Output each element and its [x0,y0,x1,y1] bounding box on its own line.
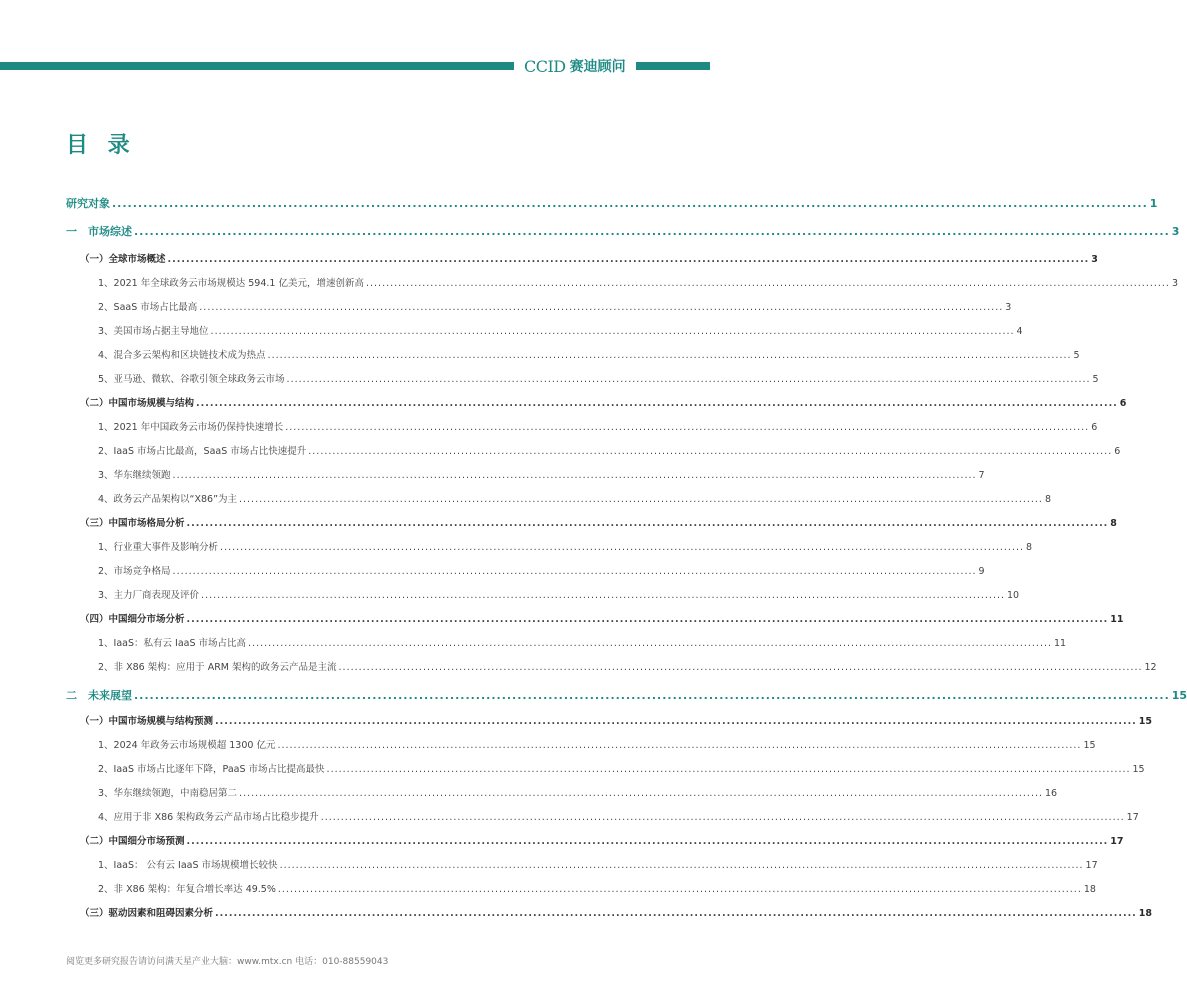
toc-entry-label: 2、市场竞争格局 [98,566,171,577]
toc-page-number: 17 [1126,812,1139,823]
toc-page-number: 10 [1007,590,1020,601]
toc-page-number: 3 [1171,278,1178,289]
toc-page-number: 3 [1171,225,1180,238]
dot-leader [278,884,1082,894]
toc-page-number: 5 [1073,350,1080,361]
toc-page-number: 15 [1138,716,1153,727]
toc-entry-label: （二）中国市场规模与结构 [80,398,195,409]
toc-page-number: 15 [1132,764,1145,775]
toc-entry-label: 2、SaaS 市场占比最高 [98,302,198,313]
toc-page-number: 18 [1083,884,1096,895]
toc-page-number: 12 [1144,662,1157,673]
toc-entry-label: 1、2021 年全球政务云市场规模达 594.1 亿美元，增速创新高 [98,278,364,289]
dot-leader [239,788,1043,798]
dot-leader [321,812,1125,822]
toc-section[interactable] [80,713,1153,727]
header-band-right [636,62,710,70]
toc-entry-label: 1、行业重大事件及影响分析 [98,542,219,553]
toc-subsection[interactable] [98,761,1145,775]
toc-subsection[interactable] [98,587,1020,601]
toc-section[interactable] [80,395,1127,409]
dot-leader [280,860,1084,870]
header-band [0,62,514,70]
toc-title: 目 录 [66,133,136,158]
toc-chapter[interactable] [66,687,1187,703]
toc-entry-label: 3、华东继续领跑，中南稳居第二 [98,788,238,799]
toc-subsection[interactable] [98,443,1121,457]
ccid-logo-mark: CCID [524,56,566,76]
toc-subsection[interactable] [98,785,1058,799]
toc-subsection[interactable] [98,347,1080,361]
toc-entry-label: 3、华东继续领跑 [98,470,171,481]
dot-leader [220,542,1024,552]
toc-entry-label: （三）中国市场格局分析 [80,518,185,529]
toc-page-number: 11 [1054,638,1067,649]
toc-section[interactable] [80,833,1124,847]
toc-entry-label: 2、IaaS 市场占比最高，SaaS 市场占比快速提升 [98,446,307,457]
toc-subsection[interactable] [98,809,1139,823]
dot-leader [239,494,1043,504]
dot-leader [211,326,1015,336]
toc-entry-label: （三）驱动因素和阻碍因素分析 [80,908,214,919]
toc-entry-label: 2、IaaS 市场占比逐年下降，PaaS 市场占比提高最快 [98,764,325,775]
toc-page-number: 18 [1138,908,1153,919]
toc-subsection[interactable] [98,371,1099,385]
dot-leader [287,374,1091,384]
toc-page-number: 7 [978,470,985,481]
footer-contact: 阅览更多研究报告请访问满天星产业大脑：www.mtx.cn 电话：010-88559043 [66,957,389,967]
toc-entry-label: 2、非 X86 架构：应用于 ARM 架构的政务云产品是主流 [98,662,337,673]
dot-leader [339,662,1143,672]
toc-page-number: 4 [1016,326,1023,337]
dot-leader [268,350,1072,360]
toc-subsection[interactable] [98,323,1023,337]
dot-leader [173,470,977,480]
dot-leader [248,638,1052,648]
toc-entry-label: 二 未来展望 [66,689,132,702]
toc-subsection[interactable] [98,881,1096,895]
brand-logo [524,56,626,76]
toc-page-number: 8 [1110,518,1117,529]
toc-subsection[interactable] [98,659,1157,673]
dot-leader [112,197,1148,208]
toc-entry-label: （四）中国细分市场分析 [80,614,185,625]
toc-subsection[interactable] [98,491,1051,505]
toc-entry-label: 3、美国市场占据主导地位 [98,326,209,337]
dot-leader [134,689,1170,700]
ccid-logo-text: 赛迪顾问 [569,59,626,75]
dot-leader [215,716,1137,726]
dot-leader [187,518,1109,528]
toc-section[interactable] [80,515,1117,529]
dot-leader [199,302,1003,312]
toc-page-number: 1 [1149,197,1158,210]
toc-page-number: 11 [1110,614,1124,625]
toc-page-number: 8 [1044,494,1051,505]
toc-entry-label: 3、主力厂商表现及评价 [98,590,200,601]
toc-page-number: 8 [1026,542,1033,553]
toc-section[interactable] [80,905,1153,919]
toc-page-number: 15 [1171,689,1187,702]
toc-page-number: 5 [1092,374,1099,385]
toc-entry-label: 1、2021 年中国政务云市场仍保持快速增长 [98,422,284,433]
toc-subsection[interactable] [98,419,1098,433]
dot-leader [327,764,1131,774]
dot-leader [277,740,1081,750]
dot-leader [173,566,977,576]
dot-leader [187,836,1109,846]
dot-leader [308,446,1112,456]
toc-page-number: 17 [1110,836,1124,847]
dot-leader [215,908,1137,918]
dot-leader [285,422,1089,432]
toc-subsection[interactable] [98,635,1067,649]
toc-chapter[interactable] [66,223,1180,239]
dot-leader [187,614,1109,624]
toc-page-number: 9 [978,566,985,577]
toc-entry-label: 5、亚马逊、微软、谷歌引领全球政务云市场 [98,374,285,385]
toc-page-number: 6 [1114,446,1121,457]
toc-entry-label: 1、IaaS：私有云 IaaS 市场占比高 [98,638,247,649]
dot-leader [366,278,1170,288]
toc-entry-label: 研究对象 [66,197,110,210]
dot-leader [201,590,1005,600]
dot-leader [134,225,1170,236]
toc-subsection[interactable] [98,539,1033,553]
toc-page-number: 17 [1085,860,1098,871]
toc-chapter[interactable] [66,195,1158,211]
toc-subsection[interactable] [98,275,1178,289]
toc-entry-label: 4、混合多云架构和区块链技术成为热点 [98,350,266,361]
toc-entry-label: 1、IaaS： 公有云 IaaS 市场规模增长较快 [98,860,278,871]
toc-subsection[interactable] [98,563,985,577]
toc-entry-label: （二）中国细分市场预测 [80,836,185,847]
toc-page-number: 3 [1091,254,1098,265]
dot-leader [196,398,1118,408]
toc-page-number: 15 [1083,740,1096,751]
toc-page-number: 6 [1119,398,1127,409]
toc-subsection[interactable] [98,467,985,481]
toc-subsection[interactable] [98,857,1098,871]
toc-subsection[interactable] [98,299,1012,313]
toc-page-number: 3 [1005,302,1012,313]
toc-entry-label: 1、2024 年政务云市场规模超 1300 亿元 [98,740,276,751]
toc-entry-label: 4、政务云产品架构以“X86”为主 [98,494,237,505]
toc-entry-label: （一）全球市场概述 [80,254,166,265]
toc-section[interactable] [80,611,1124,625]
toc-page-number: 16 [1045,788,1058,799]
toc-entry-label: （一）中国市场规模与结构预测 [80,716,214,727]
toc-entry-label: 2、非 X86 架构：年复合增长率达 49.5% [98,884,276,895]
toc-subsection[interactable] [98,737,1096,751]
toc-entry-label: 一 市场综述 [66,225,132,238]
dot-leader [168,254,1090,264]
toc-page-number: 6 [1091,422,1098,433]
toc-section[interactable] [80,251,1098,265]
toc-entry-label: 4、应用于非 X86 架构政务云产品市场占比稳步提升 [98,812,319,823]
